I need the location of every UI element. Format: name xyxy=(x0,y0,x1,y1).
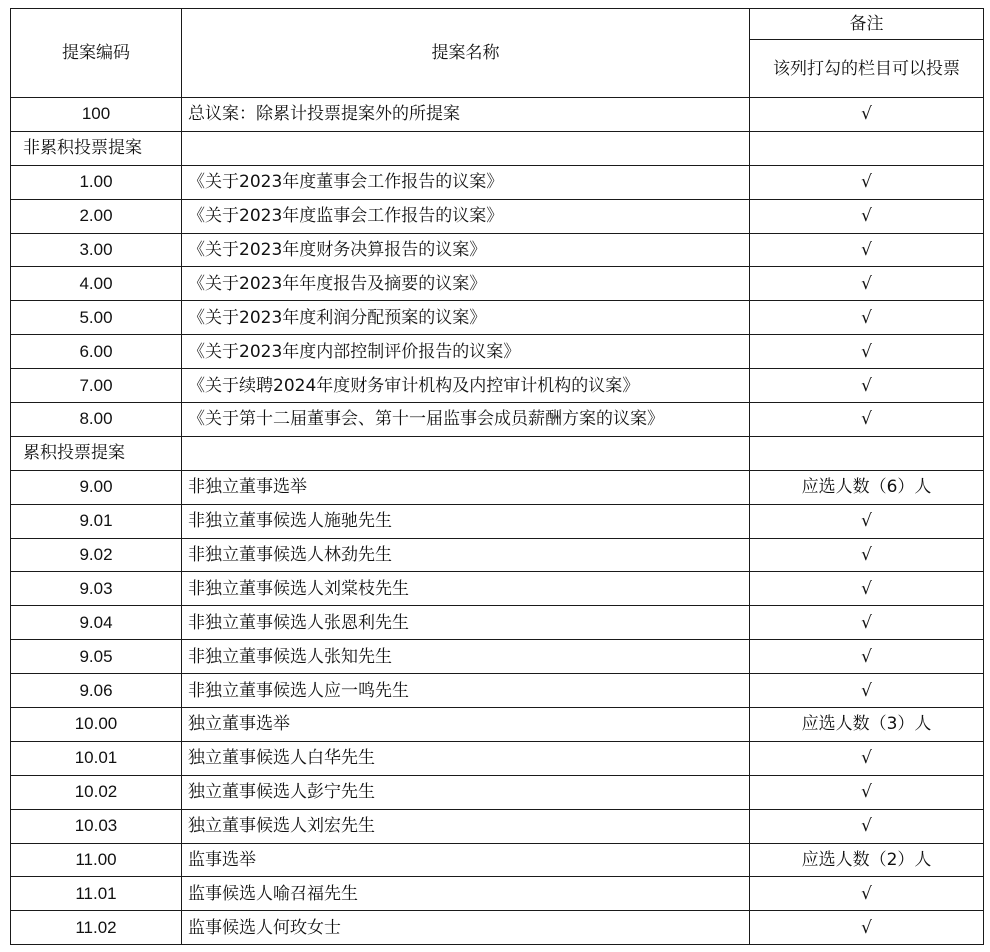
elect-count-note: 应选人数（2）人 xyxy=(750,843,984,877)
vote-check-mark: √ xyxy=(750,199,984,233)
table-row xyxy=(11,674,984,708)
vote-check-mark: √ xyxy=(750,233,984,267)
table-row xyxy=(11,301,984,335)
header-code: 提案编码 xyxy=(11,9,182,98)
vote-check-mark: √ xyxy=(750,640,984,674)
table-row xyxy=(11,911,984,945)
vote-check-mark: √ xyxy=(750,538,984,572)
proposal-code: 9.06 xyxy=(11,674,182,708)
proposal-code: 9.05 xyxy=(11,640,182,674)
table-row xyxy=(11,877,984,911)
proposal-name: 非独立董事选举 xyxy=(182,470,750,504)
proposal-name: 独立董事选举 xyxy=(182,708,750,742)
proposal-code: 3.00 xyxy=(11,233,182,267)
section-row xyxy=(11,131,984,165)
proposal-code: 9.04 xyxy=(11,606,182,640)
table-row xyxy=(11,267,984,301)
header-note-desc: 该列打勾的栏目可以投票 xyxy=(750,40,984,98)
vote-check-mark: √ xyxy=(750,775,984,809)
proposal-name: 监事选举 xyxy=(182,843,750,877)
proposal-code: 4.00 xyxy=(11,267,182,301)
proposal-name: 《关于2023年度财务决算报告的议案》 xyxy=(182,233,750,267)
section-row xyxy=(11,436,984,470)
table-row xyxy=(11,572,984,606)
table-row xyxy=(11,98,984,132)
proposal-code: 9.00 xyxy=(11,470,182,504)
vote-check-mark: √ xyxy=(750,572,984,606)
proposal-name: 非独立董事候选人林劲先生 xyxy=(182,538,750,572)
vote-check-mark: √ xyxy=(750,403,984,437)
proposal-code: 7.00 xyxy=(11,369,182,403)
proposal-name: 《关于2023年年度报告及摘要的议案》 xyxy=(182,267,750,301)
proposal-name: 总议案：除累计投票提案外的所提案 xyxy=(182,98,750,132)
table-row xyxy=(11,809,984,843)
proposal-name: 非独立董事候选人刘棠枝先生 xyxy=(182,572,750,606)
proposal-name: 监事候选人何玫女士 xyxy=(182,911,750,945)
proposal-code: 11.02 xyxy=(11,911,182,945)
table-row xyxy=(11,708,984,742)
table-row xyxy=(11,741,984,775)
vote-check-mark: √ xyxy=(750,369,984,403)
proposal-code: 11.01 xyxy=(11,877,182,911)
proposal-code: 5.00 xyxy=(11,301,182,335)
proposal-code: 10.00 xyxy=(11,708,182,742)
section-label: 累积投票提案 xyxy=(11,436,182,470)
elect-count-note: 应选人数（3）人 xyxy=(750,708,984,742)
table-row xyxy=(11,504,984,538)
vote-check-mark: √ xyxy=(750,165,984,199)
vote-check-mark: √ xyxy=(750,301,984,335)
proposal-name: 《关于2023年度利润分配预案的议案》 xyxy=(182,301,750,335)
empty-cell xyxy=(750,436,984,470)
empty-cell xyxy=(182,436,750,470)
proposal-code: 9.01 xyxy=(11,504,182,538)
empty-cell xyxy=(750,131,984,165)
proposal-name: 《关于续聘2024年度财务审计机构及内控审计机构的议案》 xyxy=(182,369,750,403)
section-label: 非累积投票提案 xyxy=(11,131,182,165)
proposal-name: 《关于2023年度监事会工作报告的议案》 xyxy=(182,199,750,233)
vote-check-mark: √ xyxy=(750,98,984,132)
table-row xyxy=(11,606,984,640)
proposal-name: 独立董事候选人彭宁先生 xyxy=(182,775,750,809)
vote-check-mark: √ xyxy=(750,267,984,301)
proposal-name: 非独立董事候选人张恩利先生 xyxy=(182,606,750,640)
proposal-code: 8.00 xyxy=(11,403,182,437)
proposal-name: 《关于2023年度董事会工作报告的议案》 xyxy=(182,165,750,199)
table-row xyxy=(11,199,984,233)
table-row xyxy=(11,470,984,504)
vote-check-mark: √ xyxy=(750,877,984,911)
proposal-name: 《关于2023年度内部控制评价报告的议案》 xyxy=(182,335,750,369)
vote-check-mark: √ xyxy=(750,504,984,538)
table-row xyxy=(11,538,984,572)
table-row xyxy=(11,369,984,403)
vote-check-mark: √ xyxy=(750,911,984,945)
proposal-name: 独立董事候选人白华先生 xyxy=(182,741,750,775)
table-row xyxy=(11,165,984,199)
vote-check-mark: √ xyxy=(750,335,984,369)
vote-check-mark: √ xyxy=(750,606,984,640)
header-note-title: 备注 xyxy=(750,9,984,40)
proposal-table xyxy=(10,8,984,945)
proposal-code: 11.00 xyxy=(11,843,182,877)
table-row xyxy=(11,233,984,267)
proposal-name: 非独立董事候选人施驰先生 xyxy=(182,504,750,538)
proposal-code: 10.01 xyxy=(11,741,182,775)
header-name: 提案名称 xyxy=(182,9,750,98)
table-row xyxy=(11,843,984,877)
table-body xyxy=(11,98,984,945)
table-row xyxy=(11,335,984,369)
proposal-code: 10.03 xyxy=(11,809,182,843)
vote-check-mark: √ xyxy=(750,741,984,775)
proposal-name: 《关于第十二届董事会、第十一届监事会成员薪酬方案的议案》 xyxy=(182,403,750,437)
proposal-code: 2.00 xyxy=(11,199,182,233)
proposal-code: 9.03 xyxy=(11,572,182,606)
proposal-name: 监事候选人喻召福先生 xyxy=(182,877,750,911)
table-row xyxy=(11,403,984,437)
proposal-code: 1.00 xyxy=(11,165,182,199)
proposal-code: 100 xyxy=(11,98,182,132)
proposal-code: 10.02 xyxy=(11,775,182,809)
table-row xyxy=(11,775,984,809)
proposal-code: 6.00 xyxy=(11,335,182,369)
empty-cell xyxy=(182,131,750,165)
proposal-name: 非独立董事候选人应一鸣先生 xyxy=(182,674,750,708)
elect-count-note: 应选人数（6）人 xyxy=(750,470,984,504)
proposal-name: 独立董事候选人刘宏先生 xyxy=(182,809,750,843)
vote-check-mark: √ xyxy=(750,809,984,843)
table-row xyxy=(11,640,984,674)
proposal-name: 非独立董事候选人张知先生 xyxy=(182,640,750,674)
vote-check-mark: √ xyxy=(750,674,984,708)
proposal-code: 9.02 xyxy=(11,538,182,572)
